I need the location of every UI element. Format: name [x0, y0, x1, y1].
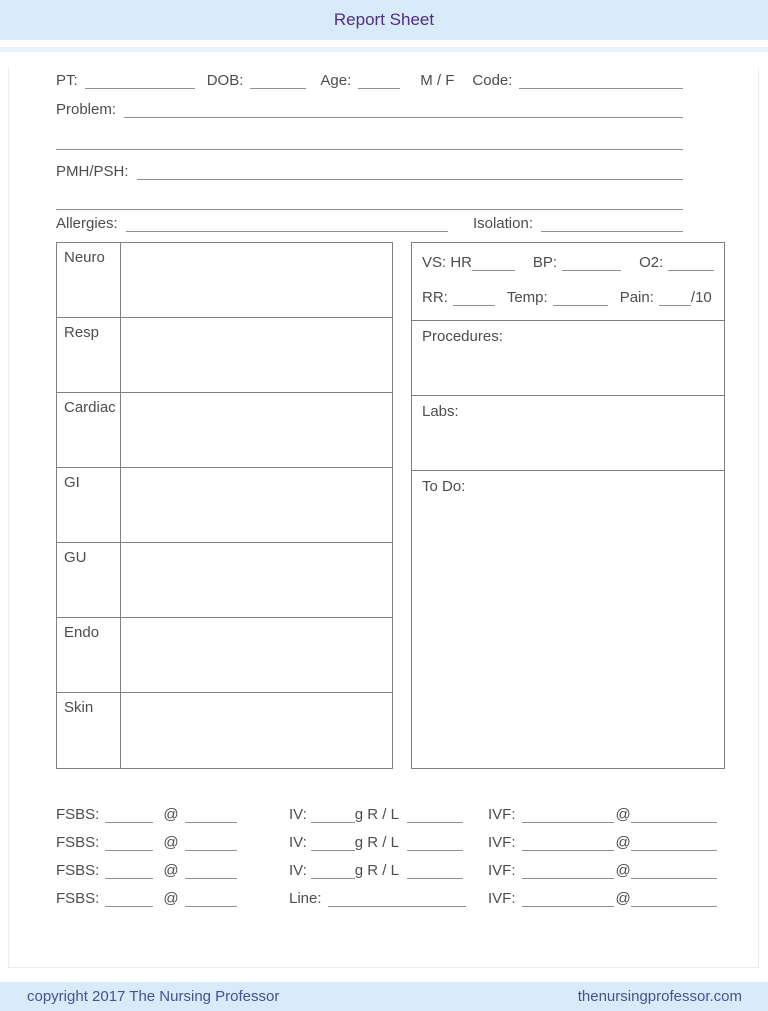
- fsbs-label: FSBS:: [56, 806, 100, 823]
- rr-label: RR:: [422, 289, 448, 306]
- body-systems-table: [56, 242, 393, 769]
- header-bar: [0, 0, 768, 40]
- fsbs-row-2: [56, 830, 725, 851]
- iv-gauge-blank: [311, 834, 355, 851]
- allergies-label: Allergies:: [56, 215, 118, 232]
- line-blank: [328, 890, 466, 907]
- code-blank: [519, 72, 683, 89]
- fsbs-col: [56, 890, 289, 907]
- iv-site-blank: [407, 862, 463, 879]
- bp-blank: [562, 254, 621, 271]
- dob-label: DOB:: [206, 72, 244, 89]
- pmh-label: PMH/PSH:: [56, 163, 129, 180]
- ivf-rate-blank: [631, 862, 717, 879]
- todo-section: [412, 471, 724, 768]
- neuro-label: Neuro: [57, 243, 121, 317]
- gu-label: GU: [57, 543, 121, 617]
- fsbs-row-3: [56, 858, 725, 879]
- isolation-blank: [541, 215, 683, 232]
- fsbs-row-1: [56, 802, 725, 823]
- report-sheet-page: [8, 68, 759, 968]
- pmh-blank-2: [56, 193, 683, 210]
- ivf-label: IVF:: [488, 862, 516, 879]
- ivf-col: [488, 862, 725, 879]
- pmh-continuation-row: [56, 189, 683, 210]
- table-row-neuro: [57, 243, 392, 318]
- at-symbol: @: [163, 806, 179, 823]
- neuro-notes-cell: [121, 243, 392, 317]
- cardiac-notes-cell: [121, 393, 392, 467]
- line-col: [289, 890, 488, 907]
- allergies-row: [56, 211, 683, 232]
- ivf-fluid-blank: [522, 834, 614, 851]
- skin-label: Skin: [57, 693, 121, 768]
- fsbs-value-blank: [105, 890, 153, 907]
- vs-line-1: [422, 251, 714, 271]
- o2-label: O2:: [639, 254, 664, 271]
- fsbs-col: [56, 834, 289, 851]
- fsbs-time-blank: [185, 834, 237, 851]
- gi-notes-cell: [121, 468, 392, 542]
- ivf-rate-blank: [631, 834, 717, 851]
- problem-blank: [124, 101, 683, 118]
- resp-label: Resp: [57, 318, 121, 392]
- age-label: Age:: [320, 72, 352, 89]
- table-row-resp: [57, 318, 392, 393]
- sex-label: M / F: [420, 72, 455, 89]
- o2-blank: [668, 254, 714, 271]
- ivf-label: IVF:: [488, 890, 516, 907]
- website-link[interactable]: thenursingprofessor.com: [577, 988, 742, 1005]
- endo-notes-cell: [121, 618, 392, 692]
- fsbs-label: FSBS:: [56, 862, 100, 879]
- fsbs-col: [56, 862, 289, 879]
- code-label: Code:: [472, 72, 513, 89]
- at-symbol: @: [163, 834, 179, 851]
- iv-col: [289, 806, 488, 823]
- procedures-label: Procedures:: [422, 328, 503, 345]
- temp-label: Temp:: [506, 289, 548, 306]
- pt-blank: [85, 72, 195, 89]
- skin-notes-cell: [121, 693, 392, 768]
- ivf-rate-blank: [631, 890, 717, 907]
- ivf-label: IVF:: [488, 806, 516, 823]
- ivf-at-symbol: @: [615, 862, 631, 879]
- pain-scale-label: /10: [690, 289, 712, 306]
- fsbs-time-blank: [185, 890, 237, 907]
- fsbs-row-4: [56, 886, 725, 907]
- header-strip: [0, 47, 768, 52]
- problem-label: Problem:: [56, 101, 117, 118]
- iv-site-blank: [407, 806, 463, 823]
- fsbs-value-blank: [105, 834, 153, 851]
- footer-bar: [0, 982, 768, 1011]
- at-symbol: @: [163, 890, 179, 907]
- ivf-fluid-blank: [522, 862, 614, 879]
- labs-label: Labs:: [422, 403, 459, 420]
- isolation-label: Isolation:: [472, 215, 533, 232]
- footer-gap: [0, 968, 768, 982]
- pmh-blank: [137, 163, 683, 180]
- table-row-endo: [57, 618, 392, 693]
- rr-blank: [453, 289, 495, 306]
- cardiac-label: Cardiac: [57, 393, 121, 467]
- patient-row: [56, 68, 683, 89]
- iv-col: [289, 834, 488, 851]
- labs-section: [412, 396, 724, 471]
- fluids-section: [56, 802, 725, 907]
- vital-signs-section: [412, 243, 724, 321]
- fsbs-time-blank: [185, 806, 237, 823]
- fsbs-value-blank: [105, 862, 153, 879]
- header-gap: [0, 40, 768, 47]
- ivf-col: [488, 834, 725, 851]
- table-row-cardiac: [57, 393, 392, 468]
- ivf-at-symbol: @: [615, 890, 631, 907]
- gu-notes-cell: [121, 543, 392, 617]
- iv-grl-label: g R / L: [354, 806, 399, 823]
- endo-label: Endo: [57, 618, 121, 692]
- fsbs-label: FSBS:: [56, 834, 100, 851]
- fsbs-time-blank: [185, 862, 237, 879]
- hr-label: VS: HR: [422, 254, 473, 271]
- problem-row: [56, 97, 683, 118]
- dob-blank: [250, 72, 306, 89]
- fsbs-value-blank: [105, 806, 153, 823]
- pmh-row: [56, 159, 683, 180]
- table-row-skin: [57, 693, 392, 768]
- assessment-area: [56, 242, 725, 769]
- iv-label: IV:: [289, 834, 307, 851]
- ivf-fluid-blank: [522, 890, 614, 907]
- iv-grl-label: g R / L: [354, 862, 399, 879]
- fsbs-label: FSBS:: [56, 890, 100, 907]
- hr-blank: [472, 254, 515, 271]
- iv-gauge-blank: [311, 806, 355, 823]
- iv-grl-label: g R / L: [354, 834, 399, 851]
- ivf-col: [488, 890, 725, 907]
- pt-label: PT:: [56, 72, 78, 89]
- pain-blank: [659, 289, 691, 306]
- iv-label: IV:: [289, 862, 307, 879]
- ivf-col: [488, 806, 725, 823]
- table-row-gu: [57, 543, 392, 618]
- at-symbol: @: [163, 862, 179, 879]
- ivf-at-symbol: @: [615, 834, 631, 851]
- vs-line-2: [422, 286, 714, 306]
- problem-blank-2: [56, 133, 683, 150]
- resp-notes-cell: [121, 318, 392, 392]
- page-title: Report Sheet: [333, 10, 435, 29]
- procedures-section: [412, 321, 724, 396]
- iv-site-blank: [407, 834, 463, 851]
- iv-gauge-blank: [311, 862, 355, 879]
- pain-label: Pain:: [619, 289, 654, 306]
- iv-label: IV:: [289, 806, 307, 823]
- copyright-text: copyright 2017 The Nursing Professor: [27, 988, 280, 1005]
- age-blank: [358, 72, 400, 89]
- ivf-label: IVF:: [488, 834, 516, 851]
- allergies-blank: [126, 215, 448, 232]
- fsbs-col: [56, 806, 289, 823]
- todo-label: To Do:: [422, 478, 466, 495]
- problem-continuation-row: [56, 129, 683, 150]
- gi-label: GI: [57, 468, 121, 542]
- iv-col: [289, 862, 488, 879]
- temp-blank: [553, 289, 608, 306]
- vitals-panel: [411, 242, 725, 769]
- ivf-at-symbol: @: [615, 806, 631, 823]
- line-label: Line:: [289, 890, 322, 907]
- ivf-rate-blank: [631, 806, 717, 823]
- bp-label: BP:: [532, 254, 558, 271]
- table-row-gi: [57, 468, 392, 543]
- ivf-fluid-blank: [522, 806, 614, 823]
